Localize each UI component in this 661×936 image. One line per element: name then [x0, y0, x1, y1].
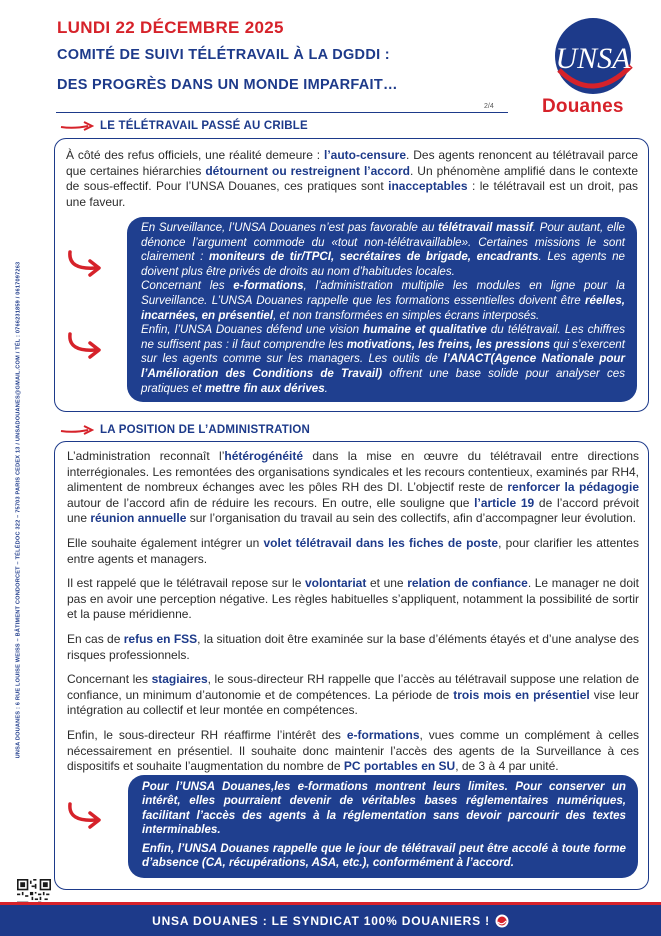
box1-paragraph: Concernant les e-formations, l’administration multiplie les modules en ligne pour la Surveillance. L’UNSA Douanes rappelle que les formations essentielles doivent être réelles, incarnées, en présentiel, et non transformées en simples écrans interposés.	[141, 279, 625, 322]
page-number: 2/4	[484, 103, 494, 110]
box1-paragraph: En Surveillance, l’UNSA Douanes n’est pas favorable au télétravail massif. Pour autant, elle dénonce l’argument commode du «tout non-télétravaillable». Certaines missions le sont clairement : moniteurs de tir/TPCI, secrétaires de brigade, encadrants. Les agents ne doivent plus être privés de droits au nom d’habitudes locales.	[141, 221, 625, 278]
sidebar-address: UNSA DOUANES : 6 RUE LOUISE WEISS – BÂTIMENT CONDORCET – TÉLÉDOC 322 – 75703 PARIS CEDEX 13 / UNSADOUANES@GMAIL.COM / TÉL : 0766231859 / 0617097263	[15, 261, 21, 759]
section2-heading-text: LA POSITION DE L’ADMINISTRATION	[100, 424, 311, 436]
admin-paragraph: Concernant les stagiaires, le sous-directeur RH rappelle que l’accès au télétravail suppose une relation de confiance, un minimum d’autonomie et de compétences. La période de trois mois en présentiel vise leur intégration au collectif et leur montée en compétences.	[67, 672, 640, 718]
unsa-position-box-2	[128, 775, 638, 878]
admin-paragraph: En cas de refus en FSS, la situation doit être examinée sur la base d’éléments étayés et d’une analyse des risques professionnels.	[67, 631, 639, 662]
box2-paragraph: Enfin, l’UNSA Douanes rappelle que le jour de télétravail peut être accolé à toute forme d’absence (CA, récupérations, ASA, etc.), conformément à l’accord.	[142, 842, 626, 870]
header-date: LUNDI 22 DÉCEMBRE 2025	[57, 18, 284, 37]
admin-paragraph: Enfin, le sous-directeur RH réaffirme l’intérêt des e-formations, vues comme un complément à celles nécessairement en présentiel. Il souhaite donc maintenir l’accès des agents de la Surveillance à ces dispositifs et souhaite l’augmentation du nombre de PC portables en SU, de 3 à 4 par unité.	[67, 727, 640, 774]
arrow-right-icon	[60, 120, 94, 132]
section2-heading	[60, 424, 310, 436]
page-title-line1: COMITÉ DE SUIVI TÉLÉTRAVAIL À LA DGDDI :	[57, 47, 390, 63]
arrow-right-icon	[60, 424, 94, 436]
box2-paragraph: Pour l’UNSA Douanes,les e-formations montrent leurs limites. Pour conserver un intérêt, elles pourraient devenir de véritables bases réglementaires numériques, facilitant l’accès des agents à la réglementation sans devoir parcourir des textes interminables.	[142, 780, 626, 836]
unsa-position-box-1	[127, 217, 637, 402]
curved-arrow-icon	[66, 800, 104, 830]
admin-paragraph: L’administration reconnaît l’hétérogénéité dans la mise en œuvre du télétravail entre directions interrégionales. Les remontées des organisations syndicales et les recours contentieux, examinés par RH4, alimentent de nombreux échanges avec les pôles RH des DI. L’objectif reste de renforcer la pédagogie autour de l’accord afin de réduire les recours. En outre, elle souligne que l’article 19 de l’accord prévoit une réunion annuelle sur l’organisation du travail au sein des collectifs, afin d’accompagner leur évolution.	[67, 449, 640, 526]
footer-slogan: UNSA DOUANES : LE SYNDICAT 100% DOUANIERS !	[152, 913, 490, 928]
logo-wordmark: Douanes	[542, 96, 624, 117]
section1-heading-text: LE TÉLÉTRAVAIL PASSÉ AU CRIBLE	[100, 120, 308, 132]
administration-position-text	[67, 449, 639, 784]
curved-arrow-icon	[66, 248, 104, 278]
admin-paragraph: Elle souhaite également intégrer un volet télétravail dans les fiches de poste, pour clarifier les attentes entre agents et managers.	[67, 535, 639, 566]
footer-banner	[0, 902, 661, 936]
unsa-small-logo-icon	[495, 914, 509, 928]
admin-paragraph: Il est rappelé que le télétravail repose sur le volontariat et une relation de confiance. Le manager ne doit pas en avoir une perception négative. Les règles habituelles s’appliquent, notamment la possibilité de sortir et la pause méridienne.	[67, 576, 640, 622]
page-title-line2: DES PROGRÈS DANS UN MONDE IMPARFAIT…	[57, 77, 398, 93]
box1-paragraph: Enfin, l’UNSA Douanes défend une vision humaine et qualitative du télétravail. Les chiffres ne suffisent pas : il faut comprendre les motivations, les freins, les pressions qui s’exercent sur les agents comme sur les managers. Les outils de l’ANACT(Agence Nationale pour l’Amélioration des Conditions de Travail) offrent une base solide pour analyser ces pratiques et mettre fin aux dérives.	[141, 323, 626, 395]
curved-arrow-icon	[66, 330, 104, 360]
section1-heading	[60, 120, 308, 132]
section1-intro: À côté des refus officiels, une réalité demeure : l’auto-censure. Des agents renoncent au télétravail parce que certaines hiérarchies détournent ou restreignent l’accord. Un phénomène amplifié dans le contexte de sous-effectif. Pour l’UNSA Douanes, ces pratiques sont inacceptables : le télétravail est un droit, pas une faveur.	[66, 148, 639, 209]
header-divider	[56, 112, 508, 113]
sidebar-contact-text	[0, 160, 36, 860]
logo-letters: UNSA	[555, 42, 631, 75]
